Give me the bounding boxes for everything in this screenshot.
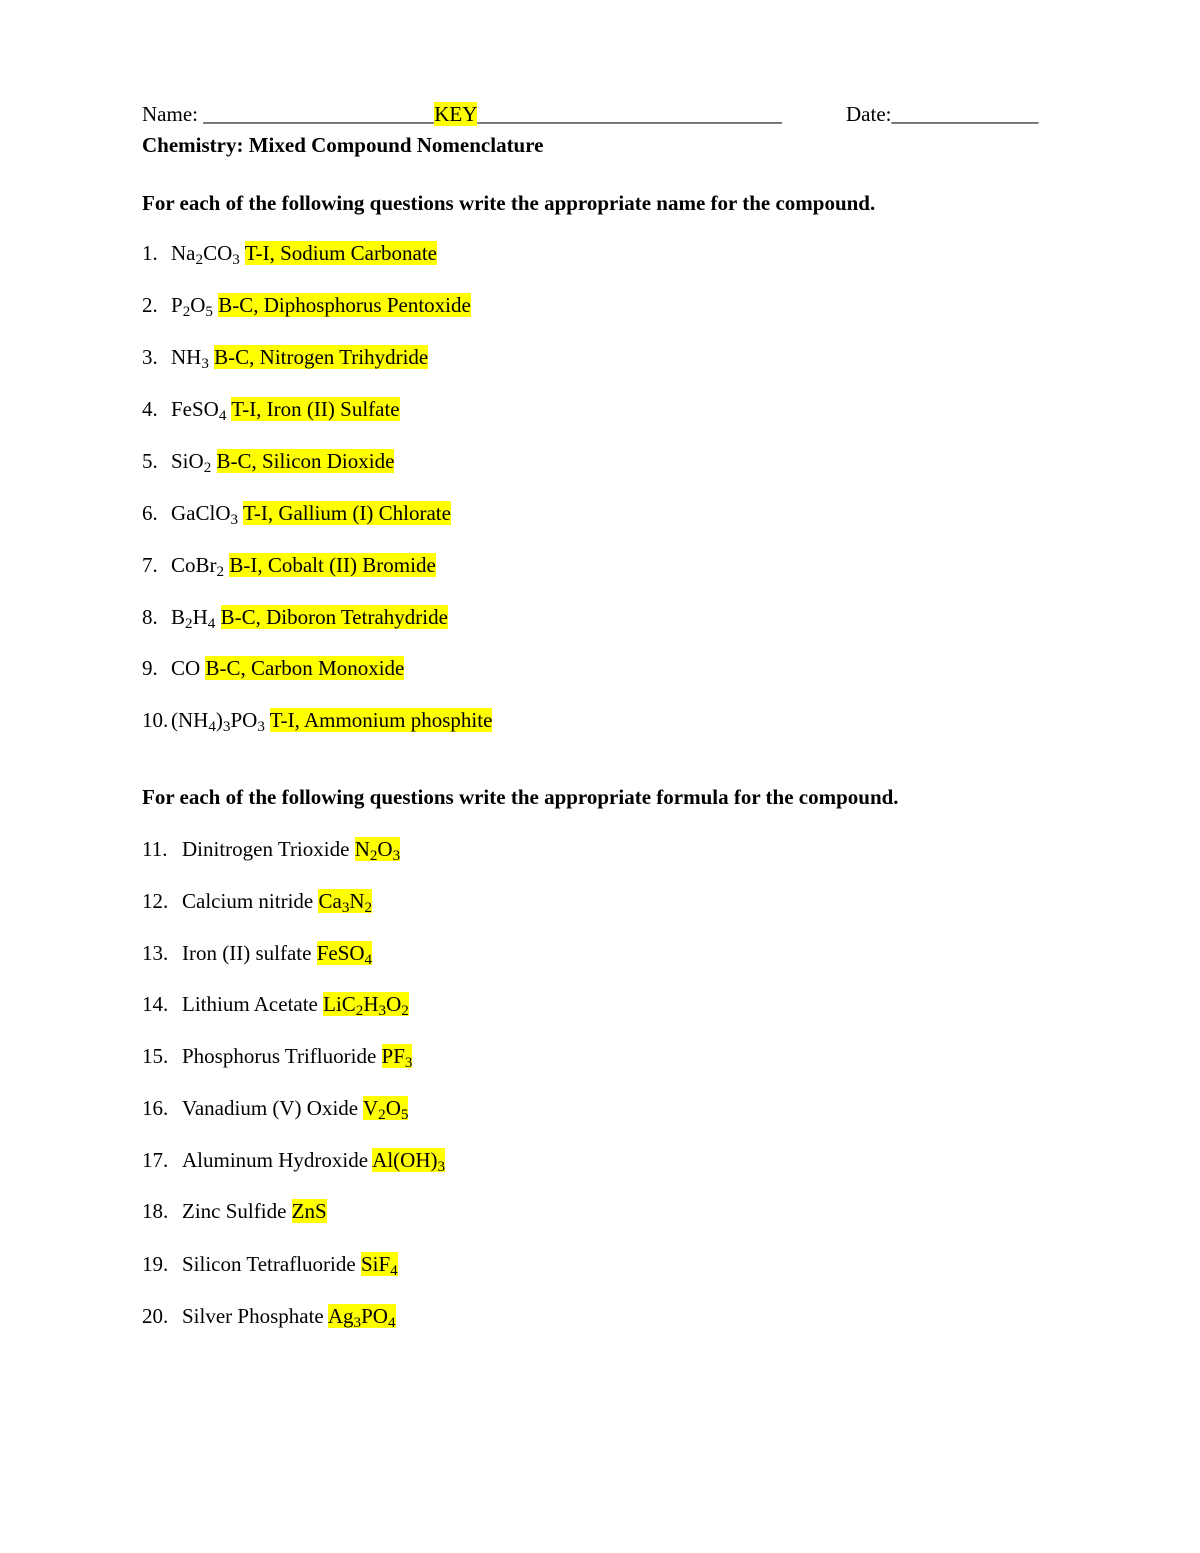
answer-name: T-I, Iron (II) Sulfate	[231, 397, 400, 421]
answer-formula: $Ca_3N_2$	[318, 889, 373, 916]
compound-formula: GaClO$_3$	[171, 501, 239, 528]
question-item	[142, 500, 451, 526]
question-number: 12.	[142, 889, 169, 913]
compound-formula: $(NH_4)_3PO_3$	[171, 708, 265, 735]
compound-formula: $Na_2CO_3$	[171, 241, 240, 268]
compound-formula: CoBr$_2$	[171, 553, 225, 580]
answer-formula: FeSO$_4$	[316, 941, 373, 968]
compound-name: Iron (II) sulfate	[182, 941, 312, 965]
question-number: 8.	[142, 605, 158, 629]
answer-name: T-I, Gallium (I) Chlorate	[242, 501, 451, 525]
answer-name: B-C, Silicon Dioxide	[216, 449, 395, 473]
compound-formula: CO	[171, 656, 201, 680]
section1-instruction: For each of the following questions write the appropriate name for the compound.	[142, 191, 876, 215]
question-number: 1.	[142, 241, 158, 265]
answer-name: B-C, Diboron Tetrahydride	[220, 605, 448, 629]
page-title: Chemistry: Mixed Compound Nomenclature	[142, 133, 544, 157]
answer-formula: $Ag_3PO_4$	[327, 1304, 396, 1331]
question-number: 14.	[142, 992, 169, 1016]
compound-formula: SiO$_2$	[171, 449, 212, 476]
compound-name: Aluminum Hydroxide	[182, 1148, 369, 1172]
section2-instruction: For each of the following questions write the appropriate formula for the compound.	[142, 785, 899, 809]
question-number: 5.	[142, 449, 158, 473]
question-item	[142, 991, 409, 1017]
answer-formula: ZnS	[291, 1199, 327, 1223]
answer-name: B-I, Cobalt (II) Bromide	[229, 553, 436, 577]
name-blank-after: _____________________________	[477, 102, 782, 126]
answer-formula: $Al(OH)_3$	[372, 1148, 446, 1175]
answer-formula: $LiC_2H_3O_2$	[323, 992, 409, 1019]
question-number: 6.	[142, 501, 158, 525]
name-label: Name:	[142, 102, 204, 126]
question-item	[142, 604, 448, 630]
answer-name: B-C, Nitrogen Trihydride	[214, 345, 429, 369]
compound-name: Vanadium (V) Oxide	[182, 1096, 359, 1120]
compound-name: Zinc Sulfide	[182, 1199, 287, 1223]
answer-name: T-I, Sodium Carbonate	[244, 241, 437, 265]
name-blank-before: ______________________	[203, 102, 435, 126]
name-value: KEY	[434, 102, 478, 126]
question-item	[142, 1043, 412, 1069]
date-line	[846, 101, 1038, 127]
question-item	[142, 552, 436, 578]
compound-formula: $NH_3$	[171, 345, 209, 372]
question-number: 19.	[142, 1252, 169, 1276]
question-item	[142, 707, 492, 733]
question-number: 13.	[142, 941, 169, 965]
answer-formula: $N_2O_3$	[354, 837, 401, 864]
question-number: 11.	[142, 837, 168, 861]
question-item	[142, 940, 372, 966]
compound-name: Phosphorus Trifluoride	[182, 1044, 377, 1068]
compound-name: Lithium Acetate	[182, 992, 318, 1016]
question-number: 15.	[142, 1044, 169, 1068]
question-item	[142, 1095, 408, 1121]
question-item	[142, 396, 400, 422]
question-item	[142, 888, 372, 914]
question-number: 16.	[142, 1096, 169, 1120]
question-number: 17.	[142, 1148, 169, 1172]
compound-name: Calcium nitride	[182, 889, 314, 913]
question-number: 9.	[142, 656, 158, 680]
compound-formula: $B_2H_4$	[171, 605, 216, 632]
question-item	[142, 448, 394, 474]
question-item	[142, 1198, 327, 1224]
question-number: 2.	[142, 293, 158, 317]
answer-formula: $PF_3$	[381, 1044, 413, 1071]
compound-formula: FeSO$_4$	[171, 397, 227, 424]
question-item	[142, 1147, 445, 1173]
question-number: 20.	[142, 1304, 169, 1328]
compound-formula: $P_2O_5$	[171, 293, 213, 320]
question-number: 10.	[142, 708, 169, 732]
compound-name: Silicon Tetrafluoride	[182, 1252, 356, 1276]
header-line	[142, 101, 782, 127]
question-number: 3.	[142, 345, 158, 369]
date-label: Date:	[846, 102, 892, 126]
question-number: 18.	[142, 1199, 169, 1223]
answer-formula: $V_2O_5$	[363, 1096, 409, 1123]
compound-name: Dinitrogen Trioxide	[182, 837, 350, 861]
question-item	[142, 240, 437, 266]
answer-name: T-I, Ammonium phosphite	[269, 708, 493, 732]
question-number: 4.	[142, 397, 158, 421]
question-number: 7.	[142, 553, 158, 577]
question-item	[142, 344, 428, 370]
question-item	[142, 836, 400, 862]
answer-formula: SiF$_4$	[360, 1252, 398, 1279]
date-blank: ______________	[891, 102, 1039, 126]
question-item	[142, 1303, 396, 1329]
question-item	[142, 655, 404, 681]
compound-name: Silver Phosphate	[182, 1304, 324, 1328]
answer-name: B-C, Diphosphorus Pentoxide	[218, 293, 471, 317]
question-item	[142, 1251, 398, 1277]
answer-name: B-C, Carbon Monoxide	[205, 656, 405, 680]
question-item	[142, 292, 471, 318]
